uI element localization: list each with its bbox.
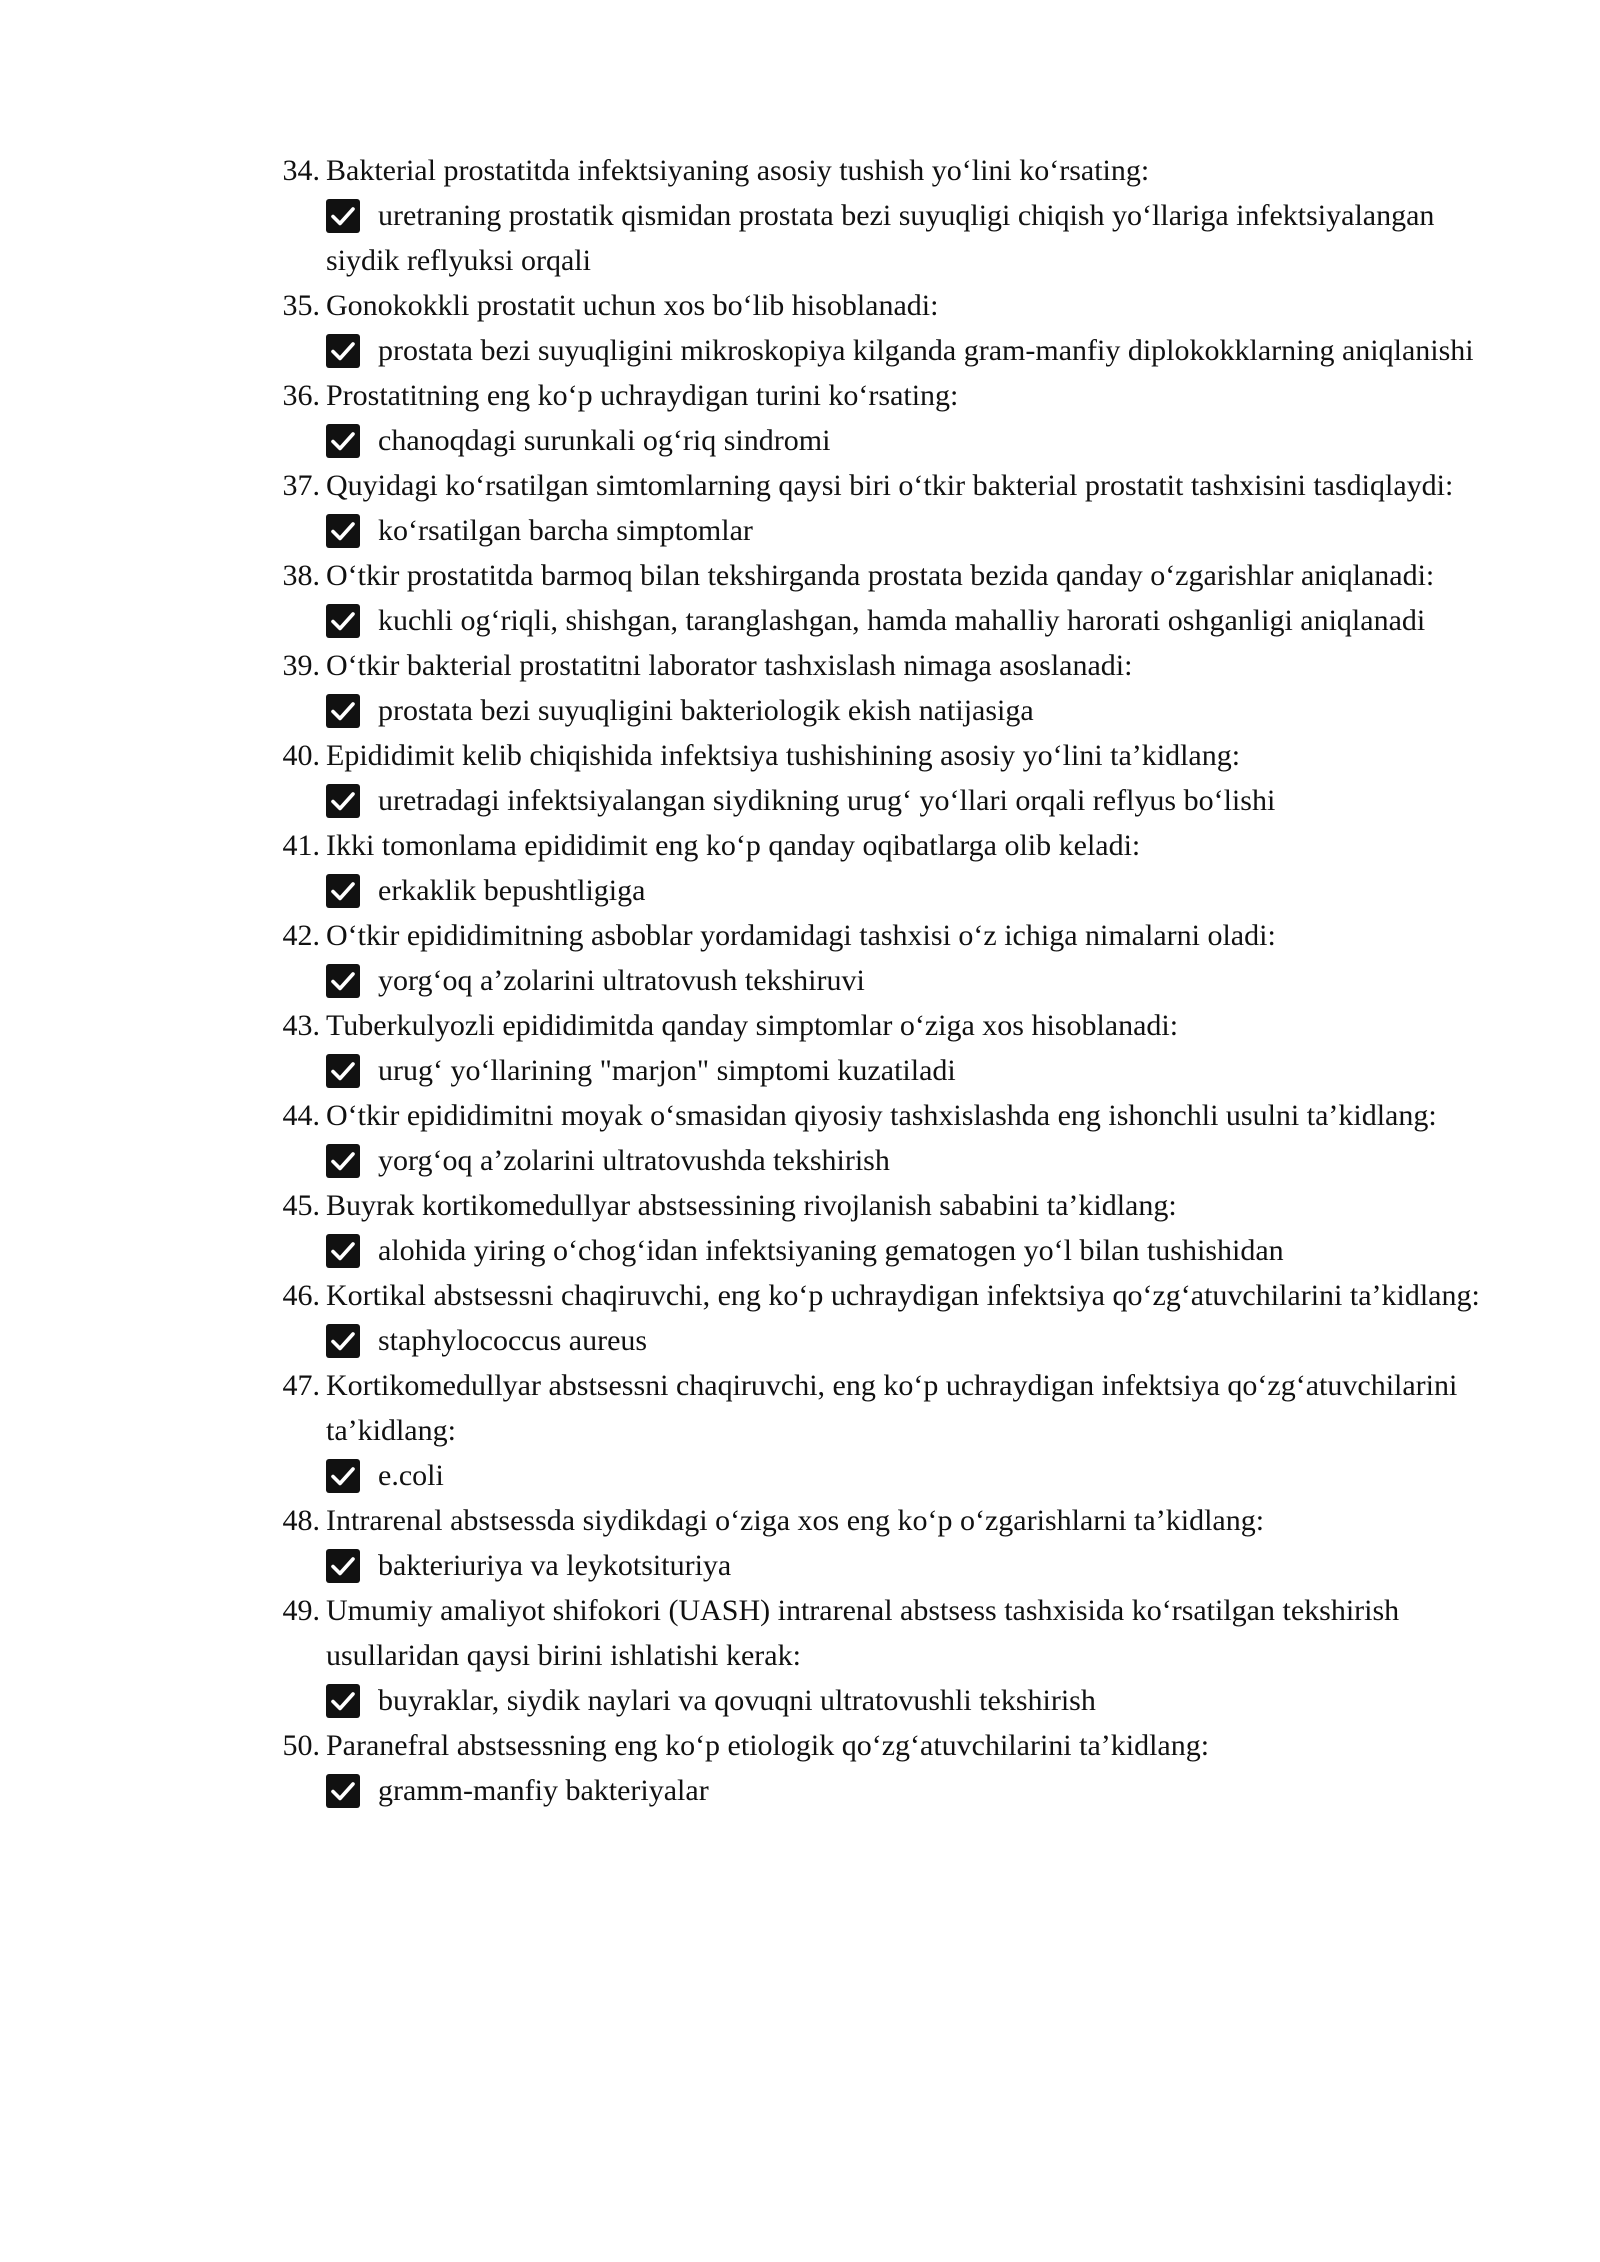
checkbox-checked-icon (326, 424, 360, 458)
question-text: Umumiy amaliyot shifokori (UASH) intrarenal abstsess tashxisida ko‘rsatilgan tekshirish usullaridan qaysi birini ishlatishi kerak: (326, 1594, 1400, 1672)
qa-item (276, 1003, 1500, 1093)
answer-text: yorg‘oq a’zolarini ultratovushda tekshirish (378, 1144, 890, 1177)
question (276, 148, 1500, 193)
question (276, 1363, 1500, 1453)
question-text: Tuberkulyozli epididimitda qanday simptomlar o‘ziga xos hisoblanadi: (326, 1009, 1179, 1042)
question (276, 1273, 1500, 1318)
question-text: Quyidagi ko‘rsatilgan simtomlarning qaysi biri o‘tkir bakterial prostatit tashxisini tasdiqlaydi: (326, 469, 1454, 502)
question-text: Ikki tomonlama epididimit eng ko‘p qanday oqibatlarga olib keladi: (326, 829, 1141, 862)
answer (326, 1138, 1500, 1183)
answer (326, 1453, 1500, 1498)
question-number: 49. (282, 1594, 320, 1627)
question (276, 913, 1500, 958)
checkbox-checked-icon (326, 1459, 360, 1493)
answer-text: erkaklik bepushtligiga (378, 874, 646, 907)
question-number: 41. (282, 829, 320, 862)
question-number: 48. (282, 1504, 320, 1537)
answer (326, 193, 1500, 283)
question (276, 373, 1500, 418)
qa-item (276, 463, 1500, 553)
question (276, 1003, 1500, 1048)
answer-text: urug‘ yo‘llarining "marjon" simptomi kuzatiladi (378, 1054, 956, 1087)
question (276, 283, 1500, 328)
answer (326, 1228, 1500, 1273)
question-text: Prostatitning eng ko‘p uchraydigan turini ko‘rsating: (326, 379, 959, 412)
question-number: 39. (282, 649, 320, 682)
answer (326, 508, 1500, 553)
question-number: 50. (282, 1729, 320, 1762)
qa-item (276, 913, 1500, 1003)
answer-text: prostata bezi suyuqligini bakteriologik ekish natijasiga (378, 694, 1034, 727)
answer-text: uretradagi infektsiyalangan siydikning urug‘ yo‘llari orqali reflyus bo‘lishi (378, 784, 1276, 817)
qa-item (276, 373, 1500, 463)
question-text: Intrarenal abstsessda siydikdagi o‘ziga xos eng ko‘p o‘zgarishlarni ta’kidlang: (326, 1504, 1265, 1537)
question-text: Kortikomedullyar abstsessni chaqiruvchi, eng ko‘p uchraydigan infektsiya qo‘zg‘atuvchilarini ta’kidlang: (326, 1369, 1458, 1447)
qa-item (276, 1093, 1500, 1183)
qa-item (276, 643, 1500, 733)
question-text: O‘tkir bakterial prostatitni laborator tashxislash nimaga asoslanadi: (326, 649, 1133, 682)
answer-text: prostata bezi suyuqligini mikroskopiya kilganda gram-manfiy diplokokklarning aniqlanishi (378, 334, 1474, 367)
question-text: Paranefral abstsessning eng ko‘p etiologik qo‘zg‘atuvchilarini ta’kidlang: (326, 1729, 1210, 1762)
qa-item (276, 283, 1500, 373)
question-text: Gonokokkli prostatit uchun xos bo‘lib hisoblanadi: (326, 289, 939, 322)
question-text: O‘tkir epididimitni moyak o‘smasidan qiyosiy tashxislashda eng ishonchli usulni ta’kidlang: (326, 1099, 1437, 1132)
answer-text: chanoqdagi surunkali og‘riq sindromi (378, 424, 831, 457)
question (276, 1183, 1500, 1228)
qa-item (276, 553, 1500, 643)
qa-item (276, 1498, 1500, 1588)
answer (326, 1048, 1500, 1093)
question-text: Buyrak kortikomedullyar abstsessining rivojlanish sababini ta’kidlang: (326, 1189, 1177, 1222)
question-number: 43. (282, 1009, 320, 1042)
answer-text: alohida yiring o‘chog‘idan infektsiyaning gematogen yo‘l bilan tushishidan (378, 1234, 1284, 1267)
checkbox-checked-icon (326, 1774, 360, 1808)
answer (326, 688, 1500, 733)
question-text: Bakterial prostatitda infektsiyaning asosiy tushish yo‘lini ko‘rsating: (326, 154, 1150, 187)
question-number: 40. (282, 739, 320, 772)
question-number: 35. (282, 289, 320, 322)
answer-text: gramm-manfiy bakteriyalar (378, 1774, 709, 1807)
question-number: 45. (282, 1189, 320, 1222)
answer (326, 1678, 1500, 1723)
answer (326, 778, 1500, 823)
checkbox-checked-icon (326, 784, 360, 818)
qa-item (276, 148, 1500, 283)
answer (326, 1318, 1500, 1363)
checkbox-checked-icon (326, 334, 360, 368)
checkbox-checked-icon (326, 1144, 360, 1178)
checkbox-checked-icon (326, 964, 360, 998)
question (276, 1723, 1500, 1768)
answer-text: buyraklar, siydik naylari va qovuqni ultratovushli tekshirish (378, 1684, 1096, 1717)
question-number: 38. (282, 559, 320, 592)
checkbox-checked-icon (326, 1054, 360, 1088)
question-number: 44. (282, 1099, 320, 1132)
qa-item (276, 1363, 1500, 1498)
qa-item (276, 1273, 1500, 1363)
question (276, 643, 1500, 688)
question (276, 1588, 1500, 1678)
question-list (276, 148, 1500, 1813)
qa-item (276, 823, 1500, 913)
checkbox-checked-icon (326, 1234, 360, 1268)
question-text: Epididimit kelib chiqishida infektsiya tushishining asosiy yo‘lini ta’kidlang: (326, 739, 1241, 772)
question (276, 823, 1500, 868)
question-text: O‘tkir prostatitda barmoq bilan tekshirganda prostata bezida qanday o‘zgarishlar aniqlanadi: (326, 559, 1435, 592)
answer (326, 1543, 1500, 1588)
answer (326, 328, 1500, 373)
qa-item (276, 1588, 1500, 1723)
checkbox-checked-icon (326, 874, 360, 908)
answer (326, 1768, 1500, 1813)
question-number: 36. (282, 379, 320, 412)
checkbox-checked-icon (326, 694, 360, 728)
answer-text: uretraning prostatik qismidan prostata bezi suyuqligi chiqish yo‘llariga infektsiyalangan siydik reflyuksi orqali (326, 199, 1435, 277)
question-number: 34. (282, 154, 320, 187)
checkbox-checked-icon (326, 1549, 360, 1583)
qa-item (276, 733, 1500, 823)
question (276, 553, 1500, 598)
checkbox-checked-icon (326, 199, 360, 233)
question-text: Kortikal abstsessni chaqiruvchi, eng ko‘p uchraydigan infektsiya qo‘zg‘atuvchilarini ta’kidlang: (326, 1279, 1480, 1312)
answer-text: e.coli (378, 1459, 444, 1492)
qa-item (276, 1723, 1500, 1813)
question-number: 46. (282, 1279, 320, 1312)
question (276, 733, 1500, 778)
checkbox-checked-icon (326, 604, 360, 638)
answer (326, 868, 1500, 913)
question-number: 37. (282, 469, 320, 502)
answer (326, 958, 1500, 1003)
checkbox-checked-icon (326, 1684, 360, 1718)
answer-text: yorg‘oq a’zolarini ultratovush tekshiruvi (378, 964, 865, 997)
answer-text: ko‘rsatilgan barcha simptomlar (378, 514, 753, 547)
question-number: 42. (282, 919, 320, 952)
question (276, 1093, 1500, 1138)
question (276, 463, 1500, 508)
question-text: O‘tkir epididimitning asboblar yordamidagi tashxisi o‘z ichiga nimalarni oladi: (326, 919, 1276, 952)
answer-text: staphylococcus aureus (378, 1324, 648, 1357)
answer (326, 418, 1500, 463)
qa-item (276, 1183, 1500, 1273)
question-number: 47. (282, 1369, 320, 1402)
checkbox-checked-icon (326, 514, 360, 548)
answer-text: kuchli og‘riqli, shishgan, taranglashgan, hamda mahalliy harorati oshganligi aniqlanadi (378, 604, 1426, 637)
answer-text: bakteriuriya va leykotsituriya (378, 1549, 732, 1582)
checkbox-checked-icon (326, 1324, 360, 1358)
question (276, 1498, 1500, 1543)
answer (326, 598, 1500, 643)
